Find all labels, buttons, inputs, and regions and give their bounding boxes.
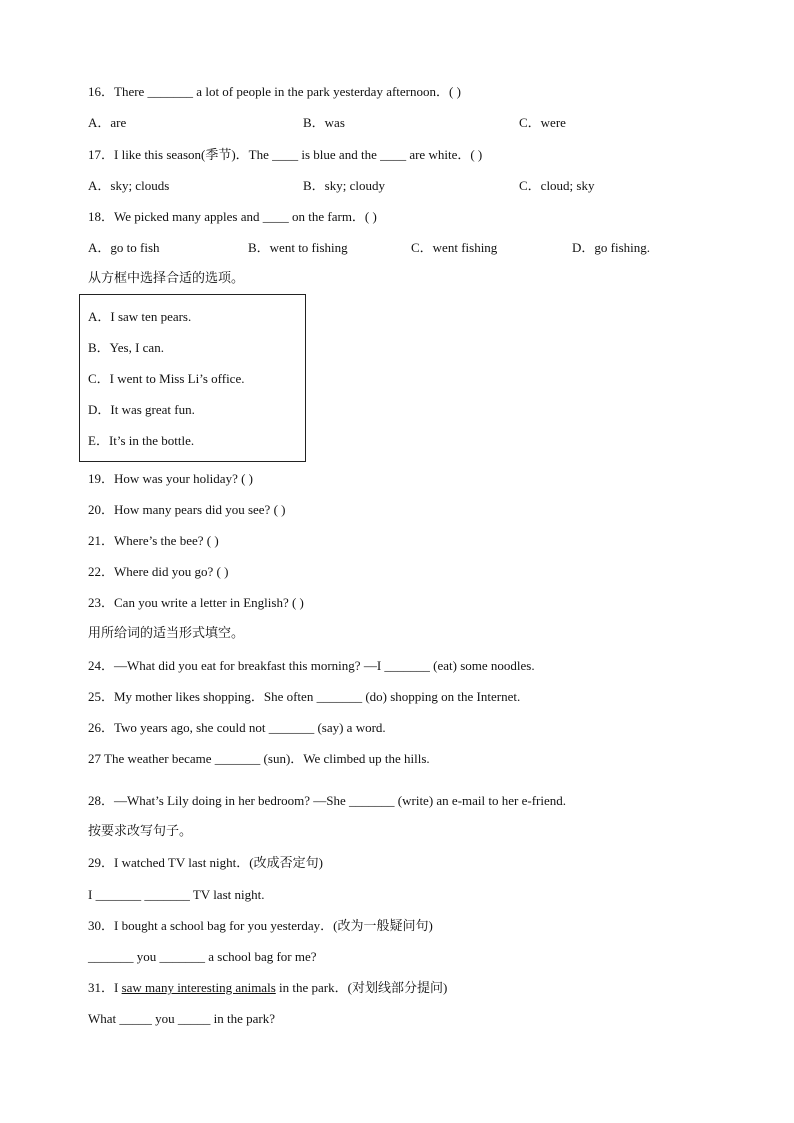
answer-31: What _____ you _____ in the park? <box>88 1011 276 1026</box>
section-heading-choose: 从方框中选择合适的选项。 <box>88 271 245 286</box>
question-18: 18．We picked many apples and ____ on the farm．( ) <box>88 209 377 224</box>
option-18c: C．went fishing <box>411 240 498 255</box>
question-24: 24．—What did you eat for breakfast this morning? —I _______ (eat) some noodles. <box>88 658 535 673</box>
options-box <box>79 294 306 462</box>
question-27: 27 The weather became _______ (sun)．We climbed up the hills. <box>88 751 430 766</box>
option-18a: A．go to fish <box>88 240 160 255</box>
question-31-suffix: in the park．(对划线部分提问) <box>275 980 448 995</box>
box-option-b: B．Yes, I can. <box>88 340 164 355</box>
box-option-e: E．It’s in the bottle. <box>88 433 195 448</box>
section-heading-fill: 用所给词的适当形式填空。 <box>88 626 245 641</box>
question-29: 29．I watched TV last night．(改成否定句) <box>88 855 323 870</box>
answer-30: _______ you _______ a school bag for me? <box>88 949 317 964</box>
question-16: 16．There _______ a lot of people in the park yesterday afternoon．( ) <box>88 84 461 99</box>
question-25: 25．My mother likes shopping．She often _______ (do) shopping on the Internet. <box>88 689 521 704</box>
question-22: 22．Where did you go? ( ) <box>88 564 229 579</box>
question-21: 21．Where’s the bee? ( ) <box>88 533 219 548</box>
question-23: 23．Can you write a letter in English? ( ) <box>88 595 304 610</box>
option-18b: B．went to fishing <box>248 240 348 255</box>
box-option-d: D．It was great fun. <box>88 402 195 417</box>
option-16b: B．was <box>303 115 345 130</box>
question-31-underlined: saw many interesting animals <box>121 980 276 995</box>
question-20: 20．How many pears did you see? ( ) <box>88 502 286 517</box>
question-17: 17．I like this season(季节)．The ____ is blue and the ____ are white．( ) <box>88 147 483 162</box>
question-28: 28．—What’s Lily doing in her bedroom? —She _______ (write) an e-mail to her e-friend. <box>88 793 566 808</box>
option-16c: C．were <box>519 115 566 130</box>
box-option-c: C．I went to Miss Li’s office. <box>88 371 245 386</box>
box-option-a: A．I saw ten pears. <box>88 309 192 324</box>
option-17b: B．sky; cloudy <box>303 178 385 193</box>
option-17a: A．sky; clouds <box>88 178 170 193</box>
option-18d: D．go fishing. <box>572 240 651 255</box>
question-30: 30．I bought a school bag for you yesterday．(改为一般疑问句) <box>88 918 433 933</box>
option-16a: A．are <box>88 115 127 130</box>
option-17c: C．cloud; sky <box>519 178 595 193</box>
question-31 <box>88 980 447 996</box>
question-31-prefix: 31．I <box>88 980 122 995</box>
question-26: 26．Two years ago, she could not _______ (say) a word. <box>88 720 386 735</box>
section-heading-rewrite: 按要求改写句子。 <box>88 824 193 839</box>
question-19: 19．How was your holiday? ( ) <box>88 471 253 486</box>
answer-29: I _______ _______ TV last night. <box>88 887 265 902</box>
